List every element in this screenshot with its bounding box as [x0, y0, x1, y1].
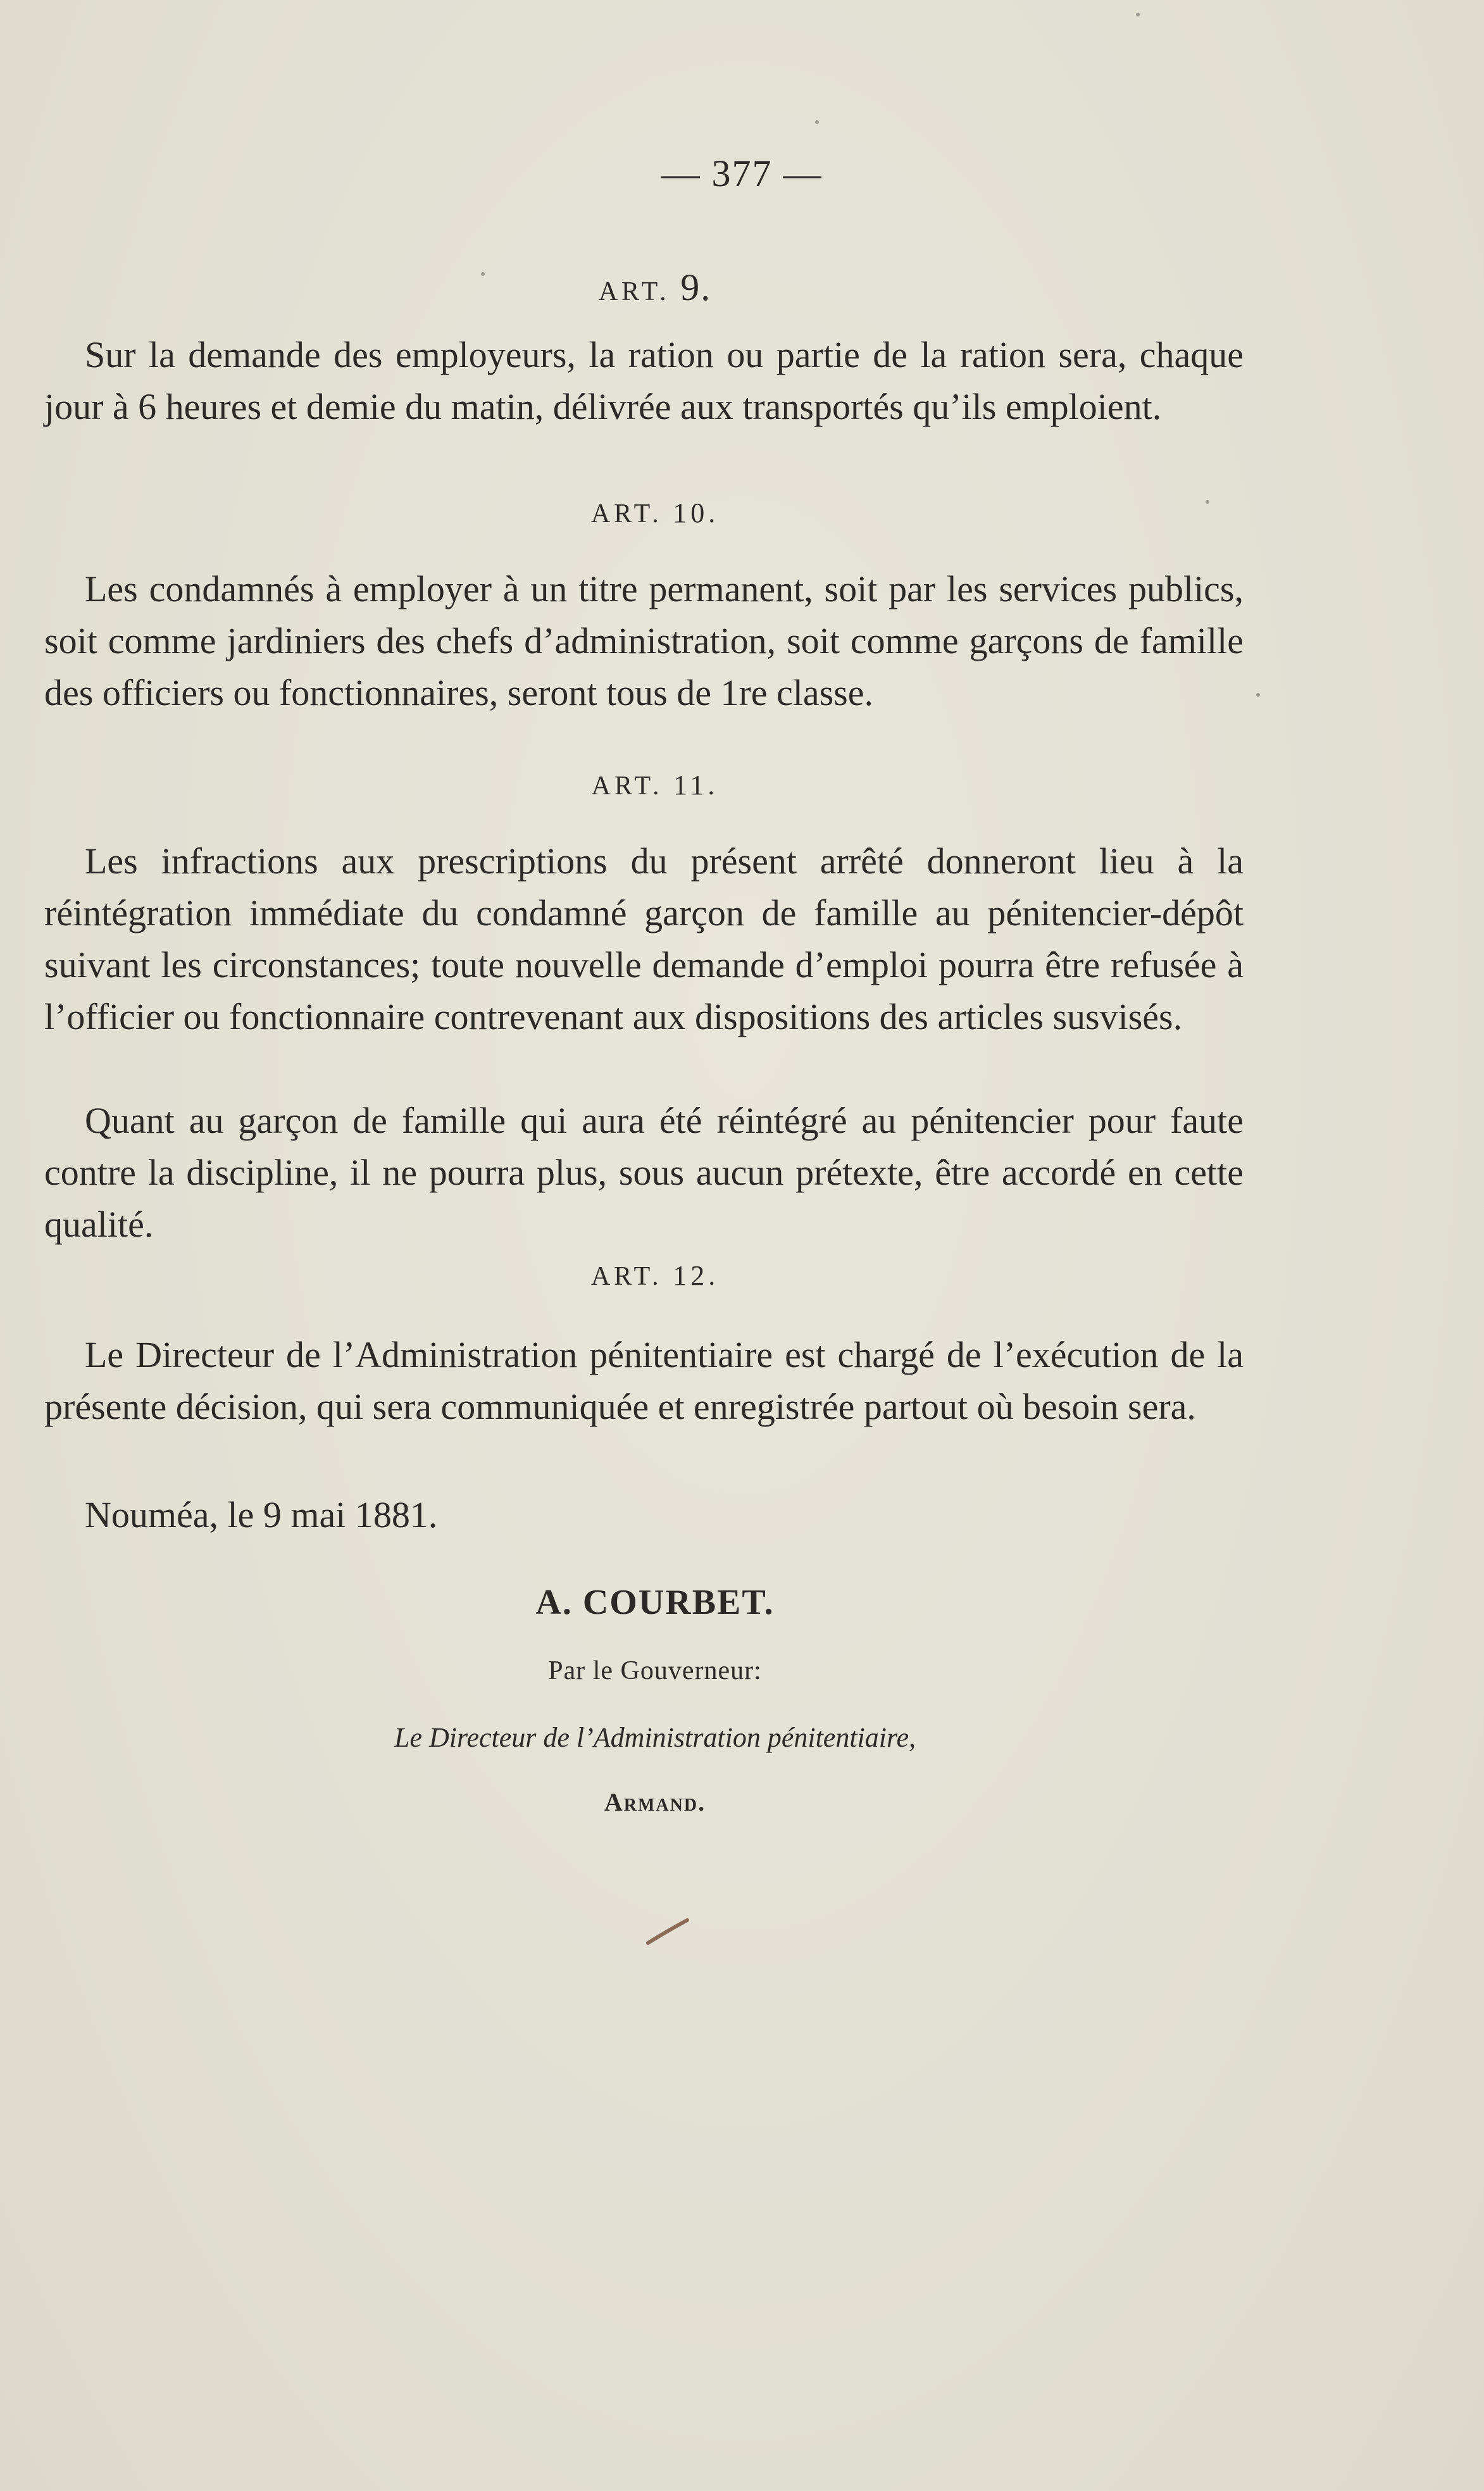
article-11-paragraph-2: Quant au garçon de famille qui aura été réintégré au pénitencier pour faute contre la discipline, il ne pourra plus, sous aucun prétexte, être accordé en cette qualité. [44, 1100, 1244, 1245]
article-12-paragraph: Le Directeur de l’Administration pénitentiaire est chargé de l’exécution de la présente décision, qui sera communiquée et enregistrée partout où besoin sera. [44, 1334, 1244, 1427]
signature-role: Le Directeur de l’Administration pénitentiaire, [394, 1722, 916, 1753]
page-number: — 377 — [661, 153, 823, 194]
article-heading-prefix: ART. [590, 499, 663, 528]
article-9-paragraph: Sur la demande des employeurs, la ration ou partie de la ration sera, chaque jour à 6 heures et demie du matin, délivrée aux transportés qu’ils emploient. [44, 334, 1244, 427]
article-heading-12 [0, 1259, 1310, 1292]
pencil-mark-icon [645, 1918, 690, 1945]
article-heading-prefix: ART. [590, 1262, 663, 1291]
article-heading-11 [0, 769, 1310, 801]
article-heading-prefix: ART. [598, 277, 670, 306]
place-date: Nouméa, le 9 mai 1881. [85, 1494, 438, 1535]
paper-speck [481, 272, 485, 276]
article-10-paragraph: Les condamnés à employer à un titre permanent, soit par les services publics, soit comme jardiniers des chefs d’administration, soit comme garçons de famille des officiers ou fonctionnaires, seront tous de 1re classe. [44, 568, 1244, 713]
signature-par-le-gouverneur: Par le Gouverneur: [548, 1656, 762, 1685]
paper-speck [1206, 500, 1209, 504]
article-heading-9 [0, 266, 1310, 309]
paper-speck [1256, 693, 1260, 697]
signature-signatory: Armand. [604, 1788, 706, 1816]
paper-speck [815, 120, 819, 124]
article-11-paragraph-1: Les infractions aux prescriptions du présent arrêté donneront lieu à la réintégration immédiate du condamné garçon de famille au pénitencier-dépôt suivant les circonstances; toute nouvelle demande d’emploi pourra être refusée à l’officier ou fonctionnaire contrevenant aux dispositions des articles susvisés. [44, 840, 1244, 1037]
signature-name: A. COURBET. [535, 1583, 775, 1622]
article-heading-number: 10. [673, 497, 720, 528]
article-heading-number: 11. [673, 770, 719, 801]
article-heading-prefix: ART. [591, 771, 663, 801]
article-heading-number: 9. [680, 266, 712, 308]
article-heading-10 [0, 497, 1310, 529]
article-heading-number: 12. [673, 1260, 720, 1291]
paper-speck [1136, 13, 1140, 16]
